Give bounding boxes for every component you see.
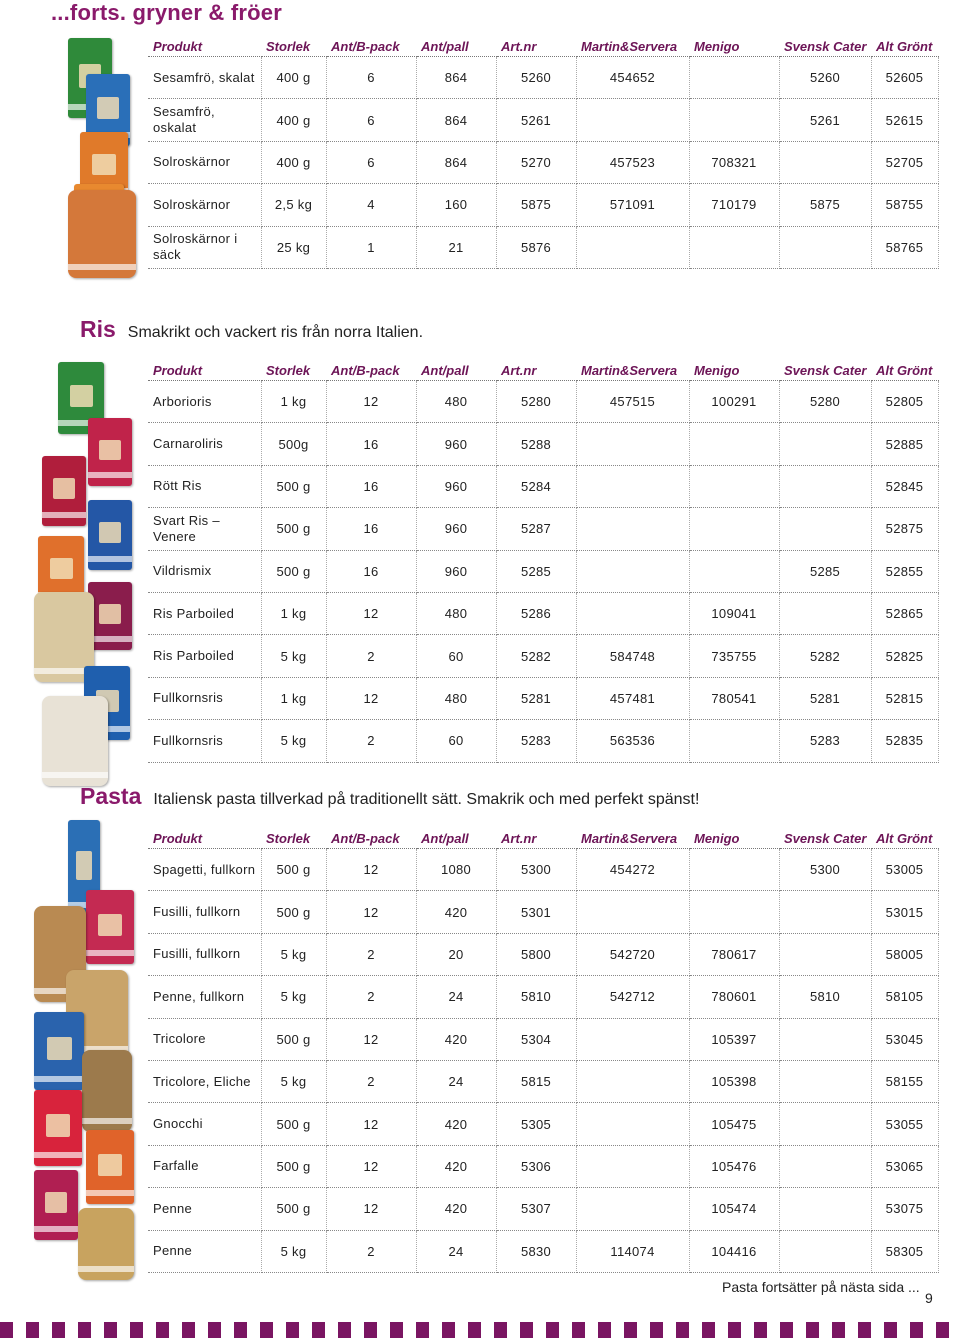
column-header: Svensk Cater — [779, 830, 871, 849]
table-cell: 542720 — [576, 933, 689, 975]
table-cell: 5282 — [496, 635, 576, 677]
column-header: Storlek — [261, 830, 326, 849]
table-cell: 1 kg — [261, 677, 326, 719]
table-cell: 58005 — [871, 933, 938, 975]
table-cell: 5875 — [496, 184, 576, 226]
table-cell: 1080 — [416, 849, 496, 891]
column-header: Menigo — [689, 38, 779, 57]
table-cell: 5286 — [496, 592, 576, 634]
table-cell — [576, 1188, 689, 1230]
table-cell — [689, 550, 779, 592]
table-cell — [779, 1230, 871, 1272]
table-row — [148, 1018, 938, 1060]
product-name-cell: Penne — [148, 1230, 261, 1272]
table-cell: 480 — [416, 381, 496, 423]
column-header: Storlek — [261, 38, 326, 57]
product-name-cell: Fullkornsris — [148, 677, 261, 719]
table-cell: 960 — [416, 423, 496, 465]
table-cell: 24 — [416, 1230, 496, 1272]
table-cell: 780541 — [689, 677, 779, 719]
table-cell: 53015 — [871, 891, 938, 933]
table-cell: 20 — [416, 933, 496, 975]
table-cell: 16 — [326, 423, 416, 465]
table-cell: 12 — [326, 849, 416, 891]
table-row — [148, 976, 938, 1018]
table-cell: 5281 — [779, 677, 871, 719]
table-cell: 104416 — [689, 1230, 779, 1272]
table-cell: 584748 — [576, 635, 689, 677]
gnocchi-package-image — [34, 1090, 82, 1166]
table-row — [148, 141, 938, 183]
table-cell: 500 g — [261, 465, 326, 507]
product-name-cell: Sesamfrö, skalat — [148, 57, 261, 99]
table-cell: 420 — [416, 1145, 496, 1187]
table-cell — [689, 891, 779, 933]
table-cell: 500 g — [261, 1103, 326, 1145]
table-cell: 5 kg — [261, 720, 326, 762]
table-cell: 52865 — [871, 592, 938, 634]
table-row — [148, 592, 938, 634]
table-cell: 5261 — [496, 99, 576, 141]
table-cell: 5830 — [496, 1230, 576, 1272]
table-cell: 1 kg — [261, 381, 326, 423]
table-cell: 58755 — [871, 184, 938, 226]
table-cell: 53045 — [871, 1018, 938, 1060]
column-header: Svensk Cater — [779, 362, 871, 381]
table-row — [148, 720, 938, 762]
table-cell: 420 — [416, 1188, 496, 1230]
product-name-cell: Tricolore — [148, 1018, 261, 1060]
table-cell: 454272 — [576, 849, 689, 891]
table-row — [148, 184, 938, 226]
table-cell: 105476 — [689, 1145, 779, 1187]
table-cell: 12 — [326, 381, 416, 423]
table-cell: 5 kg — [261, 1060, 326, 1102]
table-cell — [576, 99, 689, 141]
table-cell — [779, 1060, 871, 1102]
column-header: Ant/B-pack — [326, 362, 416, 381]
farfalle-package-image — [86, 1130, 134, 1204]
table-cell: 2 — [326, 1060, 416, 1102]
column-header: Martin&Servera — [576, 362, 689, 381]
table-cell — [576, 226, 689, 268]
table-cell: 5260 — [779, 57, 871, 99]
table-cell: 5280 — [496, 381, 576, 423]
table-cell — [779, 1103, 871, 1145]
product-name-cell: Ris Parboiled — [148, 592, 261, 634]
table-cell — [779, 933, 871, 975]
table-row — [148, 1103, 938, 1145]
table-cell: 454652 — [576, 57, 689, 99]
pasta-section-title: Pasta — [80, 783, 142, 809]
table-cell: 5875 — [779, 184, 871, 226]
table-cell — [779, 1018, 871, 1060]
column-header: Art.nr — [496, 830, 576, 849]
table-cell: 52855 — [871, 550, 938, 592]
table-cell: 5 kg — [261, 635, 326, 677]
table-cell: 5285 — [779, 550, 871, 592]
table-cell: 53055 — [871, 1103, 938, 1145]
table-cell — [689, 423, 779, 465]
table-cell: 6 — [326, 99, 416, 141]
table-cell: 457515 — [576, 381, 689, 423]
product-name-cell: Solroskärnor — [148, 184, 261, 226]
table-cell: 58305 — [871, 1230, 938, 1272]
table-cell: 400 g — [261, 57, 326, 99]
column-header: Martin&Servera — [576, 830, 689, 849]
product-name-cell: Fullkornsris — [148, 720, 261, 762]
table-cell: 710179 — [689, 184, 779, 226]
table-cell: 420 — [416, 1103, 496, 1145]
table-cell: 16 — [326, 508, 416, 550]
page-number: 9 — [925, 1290, 933, 1306]
table-cell: 2 — [326, 976, 416, 1018]
column-header: Produkt — [148, 830, 261, 849]
table-cell: 864 — [416, 57, 496, 99]
table-cell: 21 — [416, 226, 496, 268]
parboiled-package-image — [88, 582, 132, 650]
product-name-cell: Sesamfrö, oskalat — [148, 99, 261, 141]
red-rice-package-image — [42, 456, 86, 526]
table-cell — [689, 57, 779, 99]
table-cell: 5280 — [779, 381, 871, 423]
table-cell — [689, 849, 779, 891]
rice-heading — [80, 316, 423, 343]
table-cell: 400 g — [261, 141, 326, 183]
table-cell: 52615 — [871, 99, 938, 141]
table-cell: 105475 — [689, 1103, 779, 1145]
table-cell: 735755 — [689, 635, 779, 677]
table-cell — [689, 720, 779, 762]
column-header: Alt Grönt — [871, 362, 938, 381]
table-row — [148, 849, 938, 891]
table-cell: 5810 — [779, 976, 871, 1018]
table-cell: 5 kg — [261, 976, 326, 1018]
table-cell: 457481 — [576, 677, 689, 719]
table-cell: 780617 — [689, 933, 779, 975]
table-cell: 105397 — [689, 1018, 779, 1060]
product-name-cell: Penne — [148, 1188, 261, 1230]
column-header: Ant/B-pack — [326, 830, 416, 849]
table-cell: 500g — [261, 423, 326, 465]
table-cell: 708321 — [689, 141, 779, 183]
carnaroli-package-image — [88, 418, 132, 486]
column-header: Menigo — [689, 830, 779, 849]
table-cell: 58155 — [871, 1060, 938, 1102]
table-row — [148, 677, 938, 719]
table-cell — [576, 1060, 689, 1102]
table-row — [148, 1145, 938, 1187]
rice-section-description: Smakrikt och vackert ris från norra Italien. — [127, 324, 424, 341]
table-cell: 500 g — [261, 891, 326, 933]
table-cell: 542712 — [576, 976, 689, 1018]
table-cell — [689, 226, 779, 268]
table-cell: 12 — [326, 1188, 416, 1230]
column-header: Menigo — [689, 362, 779, 381]
table-cell — [779, 141, 871, 183]
decorative-footer-strip — [0, 1322, 960, 1338]
table-cell: 5 kg — [261, 933, 326, 975]
table-cell — [779, 592, 871, 634]
table-cell: 420 — [416, 891, 496, 933]
table-cell — [779, 226, 871, 268]
column-header: Ant/pall — [416, 830, 496, 849]
table-cell: 5 kg — [261, 1230, 326, 1272]
table-cell — [779, 465, 871, 507]
table-header-row — [148, 830, 938, 849]
table-cell — [576, 465, 689, 507]
table-cell: 12 — [326, 1145, 416, 1187]
penne-package-image — [34, 1170, 78, 1240]
column-header: Martin&Servera — [576, 38, 689, 57]
table-row — [148, 465, 938, 507]
table-cell: 5810 — [496, 976, 576, 1018]
product-name-cell: Solroskärnor i säck — [148, 226, 261, 268]
table-cell: 4 — [326, 184, 416, 226]
table-cell: 16 — [326, 550, 416, 592]
table-cell: 52875 — [871, 508, 938, 550]
table-cell: 5876 — [496, 226, 576, 268]
table-cell: 864 — [416, 141, 496, 183]
table-cell: 563536 — [576, 720, 689, 762]
table-cell: 5300 — [496, 849, 576, 891]
table-cell: 12 — [326, 1103, 416, 1145]
product-name-cell: Solroskärnor — [148, 141, 261, 183]
product-name-cell: Carnaroliris — [148, 423, 261, 465]
product-name-cell: Fusilli, fullkorn — [148, 891, 261, 933]
table-cell — [689, 508, 779, 550]
product-name-cell: Rött Ris — [148, 465, 261, 507]
column-header: Alt Grönt — [871, 38, 938, 57]
table-cell: 60 — [416, 635, 496, 677]
product-name-cell: Fusilli, fullkorn — [148, 933, 261, 975]
table-cell: 6 — [326, 57, 416, 99]
table-cell: 960 — [416, 508, 496, 550]
table-cell: 114074 — [576, 1230, 689, 1272]
table-cell: 5281 — [496, 677, 576, 719]
product-name-cell: Vildrismix — [148, 550, 261, 592]
tricolore-sack-image — [82, 1050, 132, 1132]
table-cell: 457523 — [576, 141, 689, 183]
table-cell: 5304 — [496, 1018, 576, 1060]
table-cell — [779, 1188, 871, 1230]
table-cell: 2 — [326, 635, 416, 677]
column-header: Storlek — [261, 362, 326, 381]
table-cell: 52815 — [871, 677, 938, 719]
table-row — [148, 226, 938, 268]
product-name-cell: Gnocchi — [148, 1103, 261, 1145]
table-cell: 5305 — [496, 1103, 576, 1145]
column-header: Art.nr — [496, 38, 576, 57]
table-cell: 2 — [326, 933, 416, 975]
table-cell: 864 — [416, 99, 496, 141]
table-cell: 5287 — [496, 508, 576, 550]
pasta-product-images — [30, 820, 140, 1280]
table-cell — [576, 1103, 689, 1145]
table-row — [148, 508, 938, 550]
table-cell: 2 — [326, 720, 416, 762]
table-cell — [576, 1018, 689, 1060]
tricolore-package-image — [34, 1012, 84, 1090]
table-cell: 5283 — [779, 720, 871, 762]
pasta-table — [148, 830, 939, 1273]
column-header: Svensk Cater — [779, 38, 871, 57]
table-cell: 16 — [326, 465, 416, 507]
table-cell: 5306 — [496, 1145, 576, 1187]
product-name-cell: Ris Parboiled — [148, 635, 261, 677]
product-name-cell: Arborioris — [148, 381, 261, 423]
table-row — [148, 57, 938, 99]
table-cell: 52605 — [871, 57, 938, 99]
table-cell: 58105 — [871, 976, 938, 1018]
table-cell — [576, 891, 689, 933]
product-name-cell: Farfalle — [148, 1145, 261, 1187]
fusilli-package-image — [86, 890, 134, 964]
product-name-cell: Svart Ris – Venere — [148, 508, 261, 550]
table-cell: 6 — [326, 141, 416, 183]
table-cell — [576, 550, 689, 592]
table-row — [148, 1060, 938, 1102]
table-row — [148, 99, 938, 141]
table-cell: 5283 — [496, 720, 576, 762]
seeds-table — [148, 38, 939, 269]
table-cell — [576, 1145, 689, 1187]
table-cell: 24 — [416, 976, 496, 1018]
table-cell — [689, 465, 779, 507]
table-cell: 12 — [326, 891, 416, 933]
table-cell: 5301 — [496, 891, 576, 933]
table-cell: 500 g — [261, 550, 326, 592]
page-title: ...forts. gryner & fröer — [51, 0, 282, 25]
continuation-note: Pasta fortsätter på nästa sida ... — [722, 1279, 920, 1295]
table-cell: 5285 — [496, 550, 576, 592]
table-cell: 53065 — [871, 1145, 938, 1187]
table-header-row — [148, 362, 938, 381]
table-cell: 5270 — [496, 141, 576, 183]
table-cell: 400 g — [261, 99, 326, 141]
table-cell: 52835 — [871, 720, 938, 762]
table-cell: 500 g — [261, 1145, 326, 1187]
table-cell: 2,5 kg — [261, 184, 326, 226]
table-cell: 480 — [416, 592, 496, 634]
table-cell: 12 — [326, 677, 416, 719]
table-cell: 12 — [326, 1018, 416, 1060]
table-cell: 480 — [416, 677, 496, 719]
column-header: Ant/pall — [416, 38, 496, 57]
table-cell: 160 — [416, 184, 496, 226]
seeds-product-images — [66, 38, 146, 278]
table-header-row — [148, 38, 938, 57]
table-cell: 25 kg — [261, 226, 326, 268]
product-name-cell: Penne, fullkorn — [148, 976, 261, 1018]
rice-section-title: Ris — [80, 316, 116, 342]
table-cell: 5284 — [496, 465, 576, 507]
table-row — [148, 1188, 938, 1230]
column-header: Alt Grönt — [871, 830, 938, 849]
column-header: Produkt — [148, 38, 261, 57]
table-cell: 780601 — [689, 976, 779, 1018]
table-row — [148, 933, 938, 975]
table-row — [148, 550, 938, 592]
product-name-cell: Tricolore, Eliche — [148, 1060, 261, 1102]
table-cell: 52845 — [871, 465, 938, 507]
table-cell: 105474 — [689, 1188, 779, 1230]
table-cell: 5300 — [779, 849, 871, 891]
table-row — [148, 635, 938, 677]
rice-product-images — [30, 360, 140, 760]
table-cell — [576, 508, 689, 550]
table-cell — [779, 1145, 871, 1187]
table-cell: 420 — [416, 1018, 496, 1060]
table-cell: 5260 — [496, 57, 576, 99]
table-cell: 500 g — [261, 1018, 326, 1060]
table-cell — [779, 423, 871, 465]
table-row — [148, 1230, 938, 1272]
table-cell — [576, 423, 689, 465]
column-header: Art.nr — [496, 362, 576, 381]
pasta-heading — [80, 783, 699, 810]
table-cell: 100291 — [689, 381, 779, 423]
table-cell: 571091 — [576, 184, 689, 226]
table-cell: 960 — [416, 465, 496, 507]
table-row — [148, 381, 938, 423]
table-cell: 105398 — [689, 1060, 779, 1102]
table-cell: 52885 — [871, 423, 938, 465]
table-cell: 5815 — [496, 1060, 576, 1102]
table-cell — [779, 891, 871, 933]
table-cell — [576, 592, 689, 634]
column-header: Produkt — [148, 362, 261, 381]
table-row — [148, 423, 938, 465]
column-header: Ant/B-pack — [326, 38, 416, 57]
black-rice-package-image — [88, 500, 132, 570]
table-cell: 5261 — [779, 99, 871, 141]
table-cell — [689, 99, 779, 141]
table-cell: 52705 — [871, 141, 938, 183]
table-cell: 5282 — [779, 635, 871, 677]
table-cell: 53075 — [871, 1188, 938, 1230]
sunflower-sack-image — [68, 190, 136, 278]
table-row — [148, 891, 938, 933]
penne-5kg-sack-image — [78, 1208, 134, 1280]
table-cell: 24 — [416, 1060, 496, 1102]
table-cell — [779, 508, 871, 550]
product-name-cell: Spagetti, fullkorn — [148, 849, 261, 891]
table-cell: 52825 — [871, 635, 938, 677]
table-cell: 5800 — [496, 933, 576, 975]
table-cell: 960 — [416, 550, 496, 592]
table-cell: 58765 — [871, 226, 938, 268]
pasta-section-description: Italiensk pasta tillverkad på traditionellt sätt. Smakrik och med perfekt spänst! — [153, 791, 700, 808]
table-cell: 1 kg — [261, 592, 326, 634]
table-cell: 500 g — [261, 849, 326, 891]
table-cell: 60 — [416, 720, 496, 762]
rice-table — [148, 362, 939, 763]
table-cell: 1 — [326, 226, 416, 268]
whole-grain-rice-sack-image — [42, 696, 108, 786]
table-cell: 12 — [326, 592, 416, 634]
table-cell: 2 — [326, 1230, 416, 1272]
table-cell: 500 g — [261, 508, 326, 550]
table-cell: 53005 — [871, 849, 938, 891]
column-header: Ant/pall — [416, 362, 496, 381]
table-cell: 5307 — [496, 1188, 576, 1230]
table-cell: 500 g — [261, 1188, 326, 1230]
table-cell: 5288 — [496, 423, 576, 465]
table-cell: 52805 — [871, 381, 938, 423]
table-cell: 109041 — [689, 592, 779, 634]
